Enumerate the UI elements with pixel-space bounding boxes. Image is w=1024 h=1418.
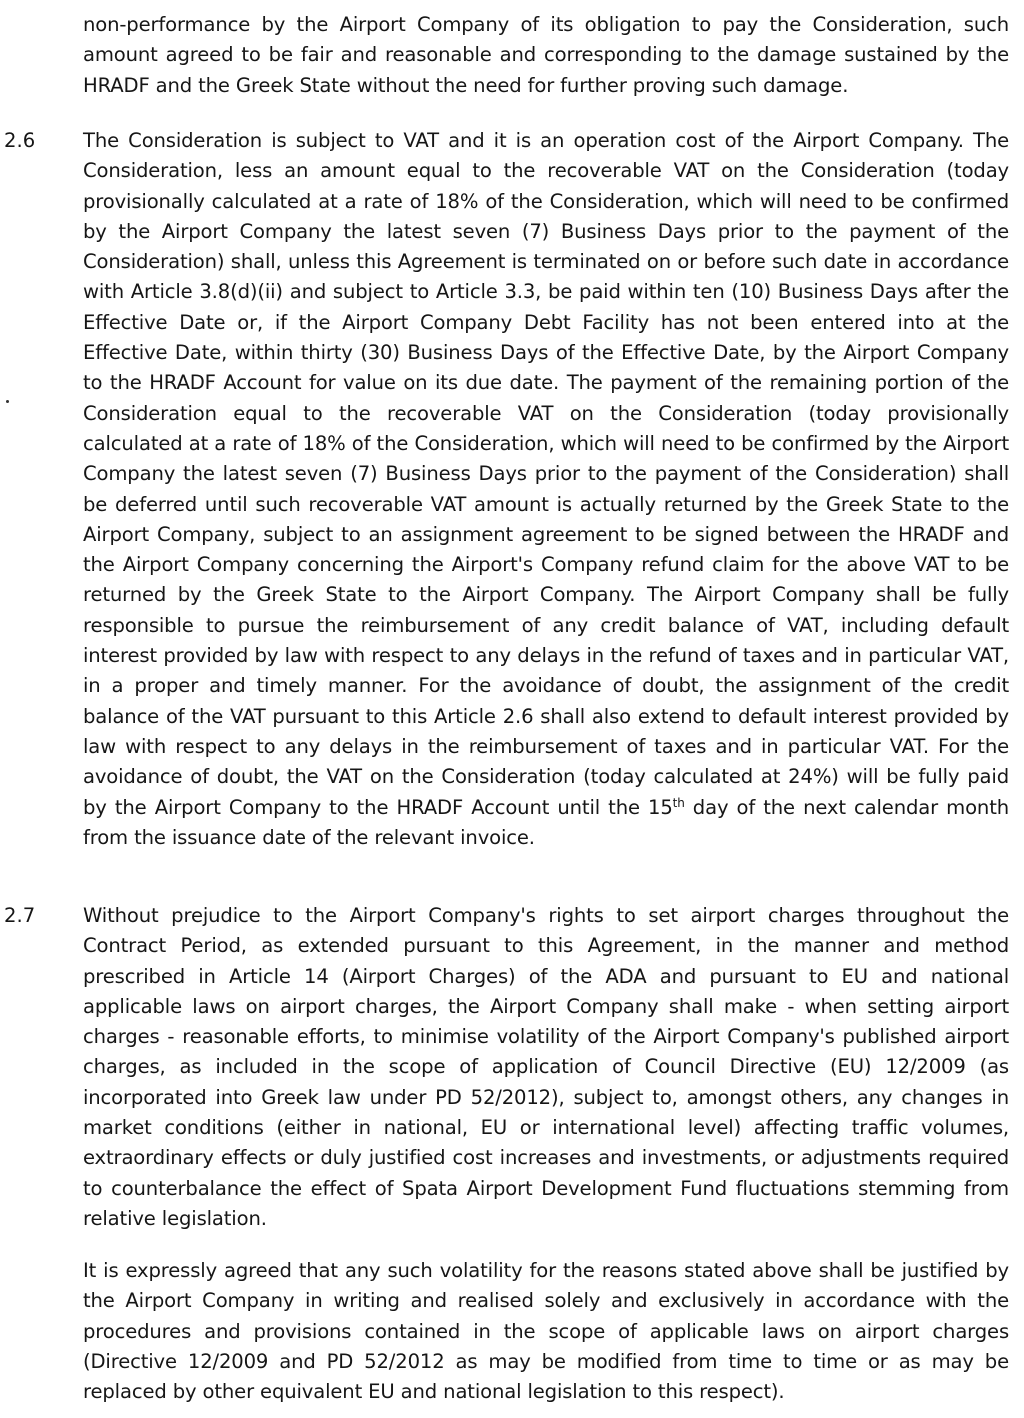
section-number: 2.7 (4, 904, 36, 927)
section-text: The Consideration is subject to VAT and it is an operation cost of the Airport Company. The Consideration, less an amount equal to the recoverable VAT on the Consideration (today provisionally calculated at a rate of 18% of the Consideration, which will need to be confirmed by the Airport Company the latest seven (7) Business Days prior to the payment of the Consideration) shall, unless this Agreement is terminated on or before such date in accordance with Article 3.8(d)(ii) and subject to Article 3.3, be paid within ten (10) Business Days after the Effective Date or, if the Airport Company Debt Facility has not been entered into at the Effective Date, within thirty (30) Business Days of the Effective Date, by the Airport Company to the HRADF Account for value on its due date. The payment of the remaining portion of the Consideration equal to the recoverable VAT on the Consideration (today provisionally calculated at a rate of 18% of the Consideration, which will need to be confirmed by the Airport Company the latest seven (7) Business Days prior to the payment of the Consideration) shall be deferred until such recoverable VAT amount is actually returned by the Greek State to the Airport Company, subject to an assignment agreement to be signed between the HRADF and the Airport Company concerning the Airport's Company refund claim for the above VAT to be returned by the Greek State to the Airport Company. The Airport Company shall be fully responsible to pursue the reimbursement of any credit balance of VAT, including default interest provided by law with respect to any delays in the refund of taxes and in particular VAT, in a proper and timely manner. For the avoidance of doubt, the assignment of the credit balance of the VAT pursuant to this Article 2.6 shall also extend to default interest provided by law with respect to any delays in the reimbursement of taxes and in particular VAT. For the avoidance of doubt, the VAT on the Consideration (today calculated at 24%) will be fully paid by the Airport Company to the HRADF Account until the 15 (83, 129, 1009, 819)
intro-paragraph: non-performance by the Airport Company of its obligation to pay the Consideration, such amount agreed to be fair and reasonable and corresponding to the damage sustained by the HRADF and the Greek State without the need for further proving such damage. (83, 13, 1009, 97)
ordinal-superscript: th (672, 795, 685, 810)
section-body: Without prejudice to the Airport Company's rights to set airport charges throughout the Contract Period, as extended pursuant to this Agreement, in the manner and method prescribed in Article 14 (Airport Charges) of the ADA and pursuant to EU and national applicable laws on airport charges, the Airport Company shall make - when setting airport charges - reasonable efforts, to minimise volatility of the Airport Company's published airport charges, as included in the scope of application of Council Directive (EU) 12/2009 (as incorporated into Greek law under PD 52/2012), subject to, amongst others, any changes in market conditions (either in national, EU or international level) affecting traffic volumes, extraordinary effects or duly justified cost increases and investments, or adjustments required to counterbalance the effect of Spata Airport Development Fund fluctuations stemming from relative legislation. (83, 904, 1009, 1230)
section-body (83, 126, 1009, 853)
stray-mark (6, 400, 9, 403)
closing-paragraph: It is expressly agreed that any such volatility for the reasons stated above shall be justified by the Airport Company in writing and realised solely and exclusively in accordance with the procedures and provisions contained in the scope of applicable laws on airport charges (Directive 12/2009 and PD 52/2012 as may be modified from time to time or as may be replaced by other equivalent EU and national legislation to this respect). (83, 1259, 1009, 1404)
section-text-continued: day of the next calendar month from the issuance date of the relevant invoice. (83, 795, 1009, 849)
section-number: 2.6 (4, 129, 36, 152)
